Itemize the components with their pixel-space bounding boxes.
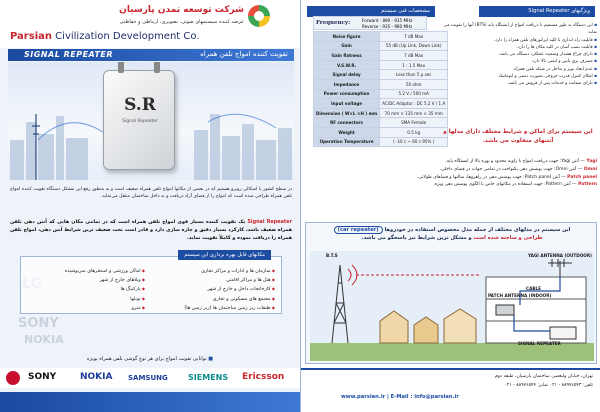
table-row [314,41,448,51]
frequency-forward: Forward : 890 - 915 MHz [362,18,413,23]
antenna-name: Yagi [586,159,597,164]
spec-key: Gain [314,41,380,51]
frequency-label: Frequency: [316,20,351,26]
diagram-title-c: و مشکل ترین شرایط نیز پاسخگو می باشد. [361,235,472,242]
spec-table [313,31,448,147]
spec-key: RF connectors [314,118,380,128]
banner-title-en: SIGNAL REPEATER [24,50,114,59]
models-notice: این سیستم برای اماکن و شرایط مختلف دارای مدلها و آنتنهای متفاوت می باشد. [443,129,593,144]
table-row [314,79,448,89]
brand-samsung: SAMSUNG [128,374,168,382]
features-section-title: ویژگیهای Signal Repeater [479,6,595,17]
car-repeater-pill: (car repeater) [334,226,383,234]
list-item: ▪ امکان کنترل قدرت خروجی بصورت دستی و اتوماتیک. [437,73,597,80]
right-footer [301,368,600,412]
antenna-name: Patch panel [567,174,597,180]
label-yagi: YAGI ANTENNA (OUTDOOR) [528,253,592,258]
compatibility-note: ■ توانایی تقویت امواج برای هر نوع گوشی تلفن همراه بویژه [30,356,270,362]
features-list [437,22,597,88]
spec-value: 0.5 kg [380,127,448,137]
list-item: ◆ اماکن ورزشی و استخرهای سرپوشیده [27,267,145,276]
device-antenna-right [154,62,160,73]
antenna-desc: آنتن Yagi: جهت دریافت امواج با زاویه محدود و بهره بالا از ایستگاه پایه. [445,159,579,164]
diagram-title-a: این سیستم در مدلهای مختلف از جمله مدل مخصوص استفاده در خودروها [384,227,571,233]
company-name-en-rest: Civilization Development Co. [52,31,200,42]
spec-key: Power consumption [314,89,380,99]
table-row [314,108,448,118]
label-repeater: SIGNAL REPEATER [518,341,561,346]
list-item: ▪ دارای ضمانت و خدمات پس از فروش می باشد. [437,80,597,87]
frequency-reverse: Reverse : 935 - 960 MHz [362,24,413,29]
intro-paragraph: در سطح کشور با اشکالی روبرو هستیم که در بعضی از مکانها امواج تلفن همراه ضعیف است و به منظور رفع این مشکل دستگاه تقویت کننده امواج تلفن همراه طراحی شده است که امواج را از فضای آزاد دریافت و به داخل ساختمان منتقل می‌نماید. [10,187,292,200]
brand-sony: SONY [28,372,57,382]
spec-value: 7 dB Max [380,51,448,61]
spec-table-body [314,32,448,147]
spec-key: Dimension ( W×L ×H ) mm [314,108,380,118]
table-row [314,118,448,128]
list-item: ▪ قابلیت نصب آسان در کلیه مکان ها را دارد. [437,44,597,51]
product-banner [8,49,294,61]
brand-strip [0,368,300,388]
antenna-name: Omni [583,166,597,172]
spec-value: ( -10 c ~ 60 c 95% ) [380,137,448,147]
label-cable: CABLE [526,286,542,291]
spec-key: Impedance [314,79,380,89]
footer-phone: تلفن: ۸۸۹۷۶۵۴۳ - ۰۲۱ نمابر: ۸۸۹۷۶۵۴۴ - ۰۲۱ [504,383,593,388]
table-row [314,127,448,137]
company-logo-icon [248,5,270,27]
device-sublabel: Signal Repeater [122,119,158,124]
antenna-types-list [313,158,597,189]
list-item: ◆ مجتمع های مسکونی و تجاری [157,295,275,304]
spec-value: SMA Female [380,118,448,128]
spec-value: 7 dB Max [380,32,448,42]
list-item: ▪ این دستگاه به طور مستقیم با دریافت امواج از ایستگاه پایه (BTS) آنها را تقویت می نماید. [437,22,597,37]
spec-key: Weight [314,127,380,137]
spec-value: 50 ohm [380,79,448,89]
brand-ericsson: Ericsson [242,372,285,382]
footer-web: www.parsian.ir | E-Mail : info@parsian.ir [341,394,459,400]
antenna-name: Pattern [578,182,597,188]
antenna-row-pattern: Pattern — آنتن Pattern: جهت استفاده در مکانهای خاص با الگوی پوشش دهی ویژه. [433,182,597,188]
list-item: ▪ مصرف برق پایین و ایمنی بالا دارد. [437,58,597,65]
brand-nokia: NOKIA [80,372,113,382]
company-name-fa: شرکت توسعه تمدن پارسیان [119,5,244,15]
spec-value: AC/DC Adaptor : DC 5.2 V / 1 A [380,99,448,109]
spec-key: Noise figure [314,32,380,42]
usage-places-box [20,252,282,314]
spec-key: Signal delay [314,70,380,80]
spec-value: 70 mm × 135 mm × 35 mm [380,108,448,118]
usage-places-title: مکانهای قابل بهره برداری این سیستم [178,250,271,260]
watermark-nokia: NOKIA [24,333,64,346]
brand-siemens: SIEMENS [188,373,229,382]
signal-repeater-device [103,70,175,170]
spec-key: V.S.W.R. [314,60,380,70]
table-row [314,137,448,147]
watermark-sony: SONY [18,316,59,331]
description-body: یک تقویت کننده بسیار قوی امواج تلفن همراه است که در تمامی مکان هایی که آنتن دهی تلفن همراه ضعیف باشد، کارکرد بسیار دقیق و چاره سازی دارد و قادر است تحت ضعیف ترین شرایط آنتن دهی، امواج تلفن همراه را دریافت نموده و کاملاً تقویت نماید. [10,219,292,241]
list-item: ◆ تونلها [27,295,145,304]
list-item: ◆ سازمان ها و ادارات و مراکز تجاری [157,267,275,276]
list-item: ◆ پارکینگ ها [27,285,145,294]
table-row [314,60,448,70]
antenna-desc: آنتن Patch panel: جهت پوشش دهی در راهروها، سالنها و فضاهای طولانی. [416,174,560,180]
device-label: S.R [124,95,156,115]
installation-diagram-box [305,222,597,364]
footer-address: تهران، خیابان ولیعصر، ساختمان پارسیان، طبقه دوم [495,374,593,379]
hero-illustration [8,62,294,180]
description-paragraph [10,218,292,242]
label-patch: PATCH ANTENNA (INDOOR) [488,293,552,298]
list-item: ▪ قابلیت راه اندازی با کلیه اپراتورهای تلفن همراه را دارد. [437,37,597,44]
spec-key: Gain flatness [314,51,380,61]
left-footer-bar [0,392,300,412]
spec-value: 5.2 V / 500 mA [380,89,448,99]
antenna-desc: آنتن Omni: جهت پوشش دهی یکنواخت در تمامی جهات در فضای داخلی. [439,166,577,172]
company-subtitle-fa: عرضه کننده سیستمهای صوتی، تصویری، ارتباطی و حفاظتی [119,19,244,25]
lg-logo-icon [6,371,20,385]
list-item: ◆ ویلاهای خارج از شهر [27,276,145,285]
antenna-row-omni: Omni — آنتن Omni: جهت پوشش دهی یکنواخت در تمامی جهات در فضای داخلی. [439,166,597,172]
usage-places-column-1 [157,267,275,313]
spec-value: 1 : 1.5 Max [380,60,448,70]
company-name-en-red: Parsian [10,31,52,42]
frequency-row [313,16,427,30]
table-row [314,89,448,99]
list-item: ▪ عدم ایجاد نویز و تداخل در شبکه تلفن همراه. [437,66,597,73]
table-row [314,32,448,42]
antenna-row-patch: Patch panel — آنتن Patch panel: جهت پوشش دهی در راهروها، سالنها و فضاهای طولانی. [416,174,597,180]
usage-places-column-2 [27,267,145,313]
description-highlight: Signal Repeater [247,219,292,225]
list-item: ◆ هتل ها و مراکز اقامتی [157,276,275,285]
spec-section-title: مشخصات فنی سیستم [307,6,435,17]
list-item: ▪ دارای چراغ هشدار وضعیت عملکرد دستگاه می باشد. [437,51,597,58]
right-page [300,0,600,412]
label-bts: B.T.S [326,253,338,258]
device-antenna-left [118,62,124,73]
spec-value: 55 dB (Up Link, Down Link) [380,41,448,51]
list-item: ◆ مترو [27,304,145,313]
list-item: ◆ طبقات زیر زمین ساختمان ها (زیر زمین ها) [157,304,275,313]
diagram-title-b: طراحی و ساخته شده است [473,235,543,242]
table-row [314,70,448,80]
antenna-desc: آنتن Pattern: جهت استفاده در مکانهای خاص با الگوی پوشش دهی ویژه. [433,182,571,188]
spec-key: Operation Temperature [314,137,380,147]
company-name-en [10,31,200,42]
company-header [0,0,300,48]
diagram-title [312,226,592,243]
antenna-row-yagi: Yagi — آنتن Yagi: جهت دریافت امواج با زاویه محدود و بهره بالا از ایستگاه پایه. [445,159,597,164]
table-row [314,99,448,109]
banner-title-fa: تقویت کننده امواج تلفن همراه [200,50,288,58]
list-item: ◆ کارخانجات داخل و خارج از شهر [157,285,275,294]
spec-value: Less than 5 µ sec [380,70,448,80]
table-row [314,51,448,61]
spec-key: Input voltage [314,99,380,109]
